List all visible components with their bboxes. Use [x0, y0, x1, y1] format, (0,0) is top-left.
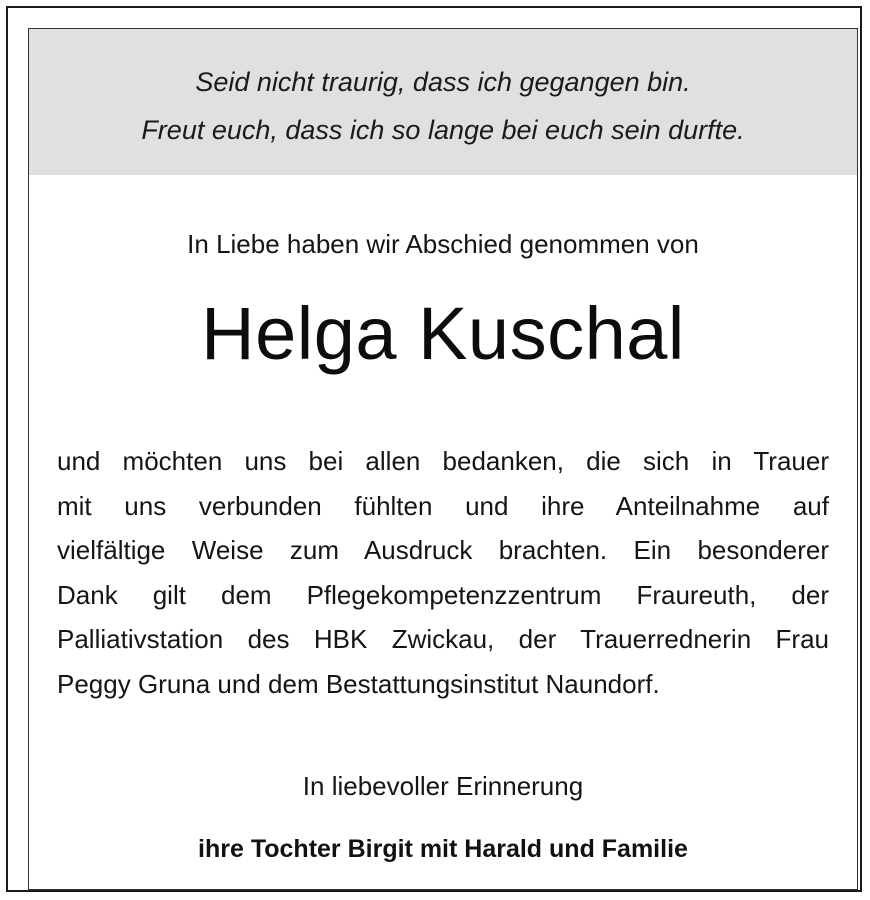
thanks-paragraph: [57, 439, 829, 706]
quote-line-1: Seid nicht traurig, dass ich gegangen bin.: [195, 67, 691, 97]
outer-frame: [6, 6, 862, 892]
paragraph-line: Dank gilt dem Pflegekompetenzzentrum Fraureuth, der: [57, 579, 829, 610]
deceased-name: Helga Kuschal: [201, 292, 685, 375]
paragraph-line: Peggy Gruna und dem Bestattungsinstitut Naundorf.: [57, 668, 660, 699]
signature: ihre Tochter Birgit mit Harald und Familie: [198, 835, 688, 863]
intro-text: In Liebe haben wir Abschied genommen von: [187, 229, 699, 259]
paragraph-line: und möchten uns bei allen bedanken, die sich in Trauer: [57, 446, 829, 476]
quote-band: [29, 29, 857, 175]
closing-text: In liebevoller Erinnerung: [302, 771, 584, 801]
paragraph-line: mit uns verbunden fühlten und ihre Anteilnahme auf: [57, 490, 829, 521]
quote-line-2: Freut euch, dass ich so lange bei euch sein durfte.: [141, 115, 745, 145]
paragraph-line: Palliativstation des HBK Zwickau, der Trauerrednerin Frau: [57, 624, 829, 654]
obituary-card: [28, 28, 858, 890]
paragraph-line: vielfältige Weise zum Ausdruck brachten. Ein besonderer: [57, 535, 829, 565]
